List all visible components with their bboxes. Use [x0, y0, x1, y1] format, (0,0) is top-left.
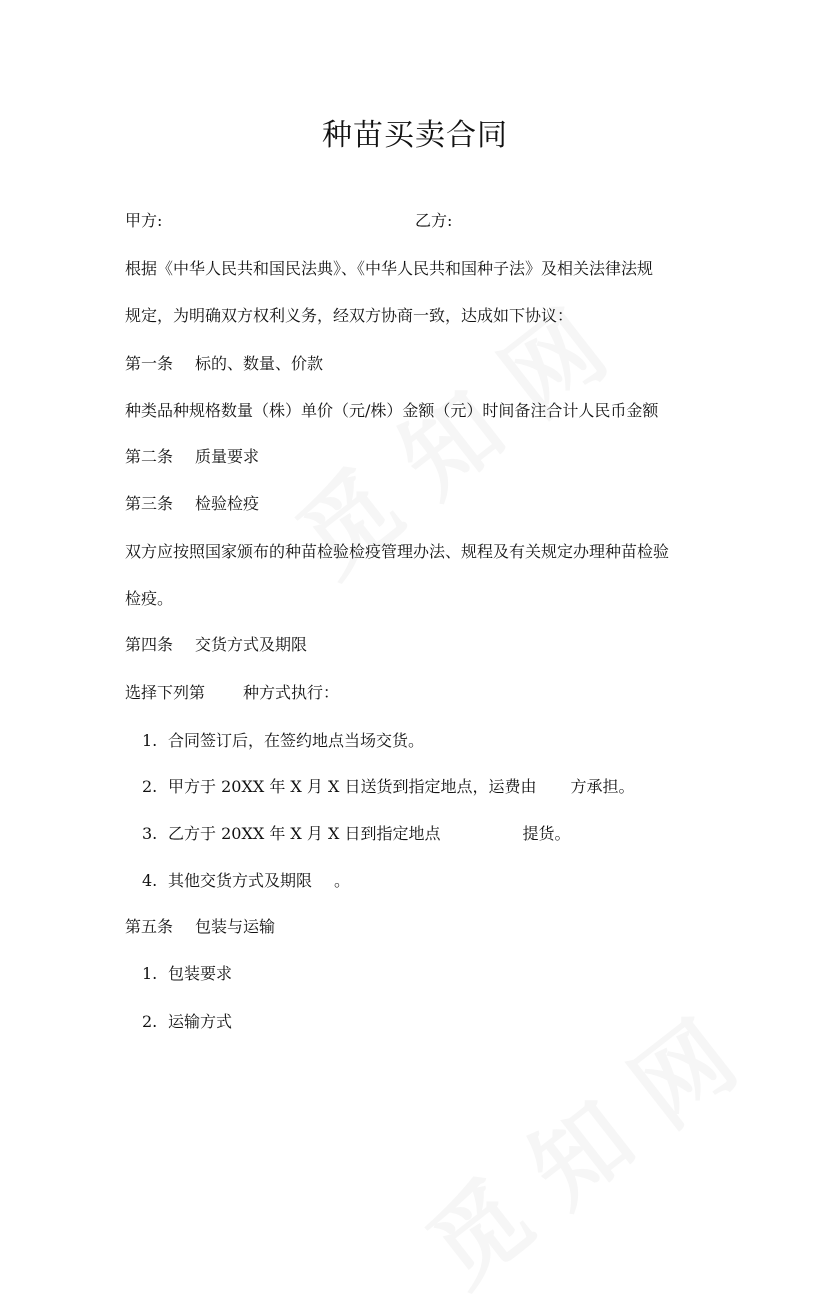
- list-number: 4.: [142, 871, 158, 890]
- article-4-heading: [125, 632, 307, 655]
- list-text-tail: 提货。: [522, 824, 571, 843]
- choose-text-a: 选择下列第: [125, 683, 206, 702]
- article-4-choose-line: [125, 680, 339, 703]
- article-title: 检验检疫: [195, 494, 260, 513]
- list-item: [142, 1009, 232, 1032]
- list-item: [142, 821, 570, 844]
- article-5-heading: [125, 914, 275, 937]
- list-item: [142, 774, 634, 797]
- article-3-text-line-1: 双方应按照国家颁布的种苗检验检疫管理办法、规程及有关规定办理种苗检验: [125, 542, 670, 561]
- list-number: 3.: [142, 824, 158, 843]
- list-number: 2.: [142, 777, 158, 796]
- intro-paragraph-line-2: 规定，为明确双方权利义务，经双方协商一致，达成如下协议：: [125, 306, 574, 325]
- list-item: [142, 961, 232, 984]
- article-1-heading: [125, 351, 323, 374]
- list-text-tail: 方承担。: [570, 777, 635, 796]
- article-number: 第四条: [125, 635, 174, 654]
- article-number: 第五条: [125, 917, 174, 936]
- list-number: 2.: [142, 1012, 158, 1031]
- document-title: 种苗买卖合同: [322, 118, 508, 153]
- party-b-label: 乙方:: [415, 211, 453, 230]
- list-number: 1.: [142, 731, 158, 750]
- list-text: 运输方式: [168, 1012, 233, 1031]
- article-number: 第二条: [125, 447, 174, 466]
- article-number: 第三条: [125, 494, 174, 513]
- article-title: 交货方式及期限: [195, 635, 308, 654]
- list-text-tail: 。: [334, 871, 351, 890]
- article-1-table-header: 种类品种规格数量（株）单价（元/株）金额（元）时间备注合计人民币金额: [125, 401, 659, 420]
- list-text: 其他交货方式及期限: [168, 871, 313, 890]
- list-number: 1.: [142, 964, 158, 983]
- list-text: 甲方于 20XX 年 X 月 X 日送货到指定地点，运费由: [168, 777, 537, 796]
- article-3-heading: [125, 491, 259, 514]
- list-item: [142, 868, 350, 891]
- list-text: 合同签订后，在签约地点当场交货。: [168, 731, 425, 750]
- article-title: 包装与运输: [195, 917, 276, 936]
- list-text: 包装要求: [168, 964, 233, 983]
- choose-text-b: 种方式执行：: [243, 683, 340, 702]
- list-text: 乙方于 20XX 年 X 月 X 日到指定地点: [168, 824, 441, 843]
- party-a-label: 甲方:: [125, 211, 163, 230]
- article-2-heading: [125, 444, 259, 467]
- article-number: 第一条: [125, 354, 174, 373]
- list-item: [142, 728, 424, 751]
- article-title: 标的、数量、价款: [195, 354, 324, 373]
- parties-line-b: [415, 208, 452, 231]
- parties-line: [125, 208, 162, 231]
- article-title: 质量要求: [195, 447, 260, 466]
- watermark: [395, 985, 759, 1311]
- intro-paragraph-line-1: 根据《中华人民共和国民法典》、《中华人民共和国种子法》及相关法律法规: [125, 259, 654, 278]
- article-3-text-line-2: 检疫。: [125, 589, 174, 608]
